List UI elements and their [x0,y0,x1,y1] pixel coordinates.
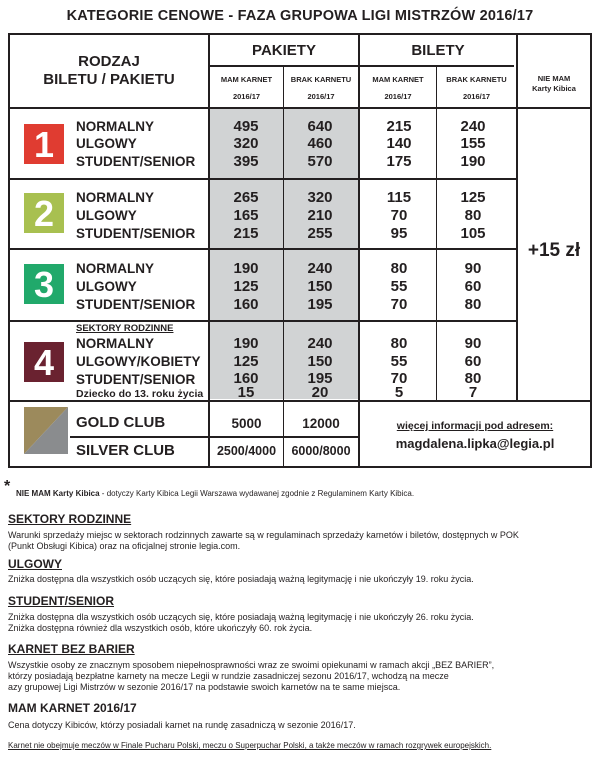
category-2-badge: 2 [24,193,64,233]
cat1-row3-label: STUDENT/SENIOR [76,154,196,169]
footnote [16,489,414,498]
cat4-row2-val1: 125 [233,353,259,370]
cat3-row2-val2: 150 [307,278,333,295]
cat2-row1-val2: 320 [307,189,333,206]
section-bez-barier-line1: Wszystkie osoby ze znacznym sposobem niepełnosprawności wraz ze swoimi opiekunami w ramach akcji „BEZ BARIER”, [8,660,495,670]
gold-club-val1: 5000 [231,416,262,431]
cat1-row1-label: NORMALNY [76,119,154,134]
cat3-row1-val1: 190 [233,260,259,277]
gold-club-val2: 12000 [302,416,340,431]
cat1-row1-val3: 215 [386,118,412,135]
cat1-row2-label: ULGOWY [76,136,137,151]
cat3-row3-label: STUDENT/SENIOR [76,297,196,312]
cat4-row2-val3: 55 [390,353,408,370]
cat2-row1-val4: 125 [460,189,486,206]
info-label: więcej informacji pod adresem: [396,420,554,432]
cat1-row1-val2: 640 [307,118,333,135]
cat4-row2-val4: 60 [464,353,482,370]
cat2-row2-val3: 70 [390,207,408,224]
cat1-row1-val4: 240 [460,118,486,135]
cat4-row3-val3: 70 [390,370,408,387]
header-pakiety-mam-karnet: MAM KARNET [220,75,273,84]
silver-club-val2: 6000/8000 [291,444,351,458]
cat1-row3-val2: 570 [307,153,333,170]
silver-club-val1: 2500/4000 [216,444,277,458]
contact-email[interactable]: magdalena.lipka@legia.pl [395,436,555,451]
header-divider [208,65,514,67]
section-ulgowy-line1: Zniżka dostępna dla wszystkich osób uczących się, które posiadają ważną legitymację i nie ukończyły 19. roku życia. [8,574,474,584]
club-badge [24,407,68,454]
header-nie-mam-line1: NIE MAM [537,74,571,83]
cat4-row2-val2: 150 [307,353,333,370]
cat2-row1-val3: 115 [386,189,412,206]
cat2-row1-val1: 265 [233,189,259,206]
cat4-row1-label: NORMALNY [76,336,154,351]
header-bilety-brak-karnetu: BRAK KARNETU [446,75,507,84]
col-divider-bilety-inner [436,66,437,400]
cat1-row1-val1: 495 [233,118,259,135]
cat3-row2-label: ULGOWY [76,279,137,294]
cat4-row4-val2: 20 [311,384,329,401]
header-pakiety-season-2: 2016/17 [307,92,335,101]
cat1-row3-val3: 175 [386,153,412,170]
section-mam-karnet-title: MAM KARNET 2016/17 [8,701,137,715]
footnote-term: NIE MAM Karty Kibica [16,489,100,498]
silver-club-label: SILVER CLUB [76,442,175,459]
cat1-row2-val2: 460 [307,135,333,152]
cat3-row1-val2: 240 [307,260,333,277]
section-sektory-title: SEKTORY RODZINNE [8,512,132,526]
cat4-row3-val1: 160 [233,370,259,387]
cat1-row3-val4: 190 [460,153,486,170]
header-bilety-mam-karnet: MAM KARNET [372,75,424,84]
cat3-row3-val4: 80 [464,296,482,313]
table-left-border [8,33,10,468]
col-divider-pakiety [283,66,284,436]
cat2-row3-val3: 95 [390,225,408,242]
final-note: Karnet nie obejmuje meczów w Finale Pucharu Polski, meczu o Superpuchar Polski, a także meczów w ramach rozgrywek europejskich. [8,741,492,750]
gold-club-label: GOLD CLUB [76,414,166,431]
category-4-badge: 4 [24,342,64,382]
footnote-star: * [4,478,11,495]
section-ulgowy-title: ULGOWY [8,557,62,571]
cat4-row4-val3: 5 [394,384,404,401]
cat4-row3-val2: 195 [307,370,333,387]
row-divider-3 [8,320,518,322]
section-sektory-line2: (Punkt Obsługi Kibica) oraz na oficjalnej stronie legia.com. [8,541,241,551]
page-title: KATEGORIE CENOWE - FAZA GRUPOWA LIGI MISTRZÓW 2016/17 [66,8,534,24]
table-bottom-border [8,466,592,468]
header-type-line1: RODZAJ [78,53,140,70]
cat4-row1-val1: 190 [233,335,259,352]
cat4-subtitle: SEKTORY RODZINNE [76,323,174,334]
header-bilety-season-2: 2016/17 [462,92,491,101]
section-student-title: STUDENT/SENIOR [8,594,115,608]
cat2-row3-label: STUDENT/SENIOR [76,226,196,241]
cat1-row2-val4: 155 [460,135,486,152]
section-bez-barier-line3: azy grupowej Ligi Mistrzów w sezonie 2016/17 na podstawie swoich karnetów na te same miejsca. [8,682,401,692]
cat2-row2-val2: 210 [307,207,333,224]
header-bilety: BILETY [411,42,465,59]
cat4-row1-val3: 80 [390,335,408,352]
category-1-badge: 1 [24,124,64,164]
header-bilety-season-1: 2016/17 [384,92,412,101]
header-pakiety-season-1: 2016/17 [232,92,261,101]
cat1-row2-val3: 140 [386,135,412,152]
row-divider-1 [8,178,518,180]
footnote-text: - dotyczy Karty Kibica Legii Warszawa wydawanej zgodnie z Regulaminem Karty Kibica. [99,489,415,498]
cat2-row2-label: ULGOWY [76,208,137,223]
header-nie-mam-line2: Karty Kibica [532,84,576,93]
section-student-line1: Zniżka dostępna dla wszystkich osób uczących się, które posiadają ważną legitymację i nie ukończyły 26. roku życia. [8,612,474,622]
row-divider-2 [8,248,518,250]
surcharge-label: +15 zł [527,240,581,261]
cat4-row4-val1: 15 [237,384,255,401]
cat4-row1-val4: 90 [464,335,482,352]
cat4-row4-val4: 7 [468,384,478,401]
cat2-row3-val4: 105 [460,225,486,242]
header-type-line2: BILETU / PAKIETU [43,71,175,88]
cat2-row1-label: NORMALNY [76,190,154,205]
section-mam-karnet-line1: Cena dotyczy Kibiców, którzy posiadali karnet na rundę zasadniczą w sezonie 2016/17. [8,720,356,730]
section-bez-barier-title: KARNET BEZ BARIER [8,642,135,656]
section-student-line2: Zniżka dostępna również dla wszystkich osób, które ukończyły 60. rok życia. [8,623,313,633]
category-3-badge: 3 [24,264,64,304]
table-right-border [590,33,592,468]
table-top-border [8,33,592,35]
section-bez-barier-line2: którzy posiadają bezpłatne karnety na mecze Legii w rundzie zasadniczej sezonu 2016/17, wchodzą na mecze [8,671,449,681]
cat3-row1-val3: 80 [390,260,408,277]
cat3-row2-val4: 60 [464,278,482,295]
cat4-row1-val2: 240 [307,335,333,352]
cat4-row2-label: ULGOWY/KOBIETY [76,354,201,369]
header-pakiety-brak-karnetu: BRAK KARNETU [290,75,352,84]
cat3-row3-val2: 195 [307,296,333,313]
club-divider [70,436,358,438]
section-sektory-line1: Warunki sprzedaży miejsc w sektorach rodzinnych zawarte są w regulaminach sprzedaży karnetów i biletów, dostępnych w POK [8,530,519,540]
cat4-row3-val4: 80 [464,370,482,387]
cat3-row3-val1: 160 [233,296,259,313]
cat3-row1-val4: 90 [464,260,482,277]
cat4-row3-label: STUDENT/SENIOR [76,372,196,387]
cat2-row2-val4: 80 [464,207,482,224]
cat1-row2-val1: 320 [233,135,259,152]
cat3-row1-label: NORMALNY [76,261,154,276]
header-bottom-border [8,107,592,109]
header-pakiety: PAKIETY [252,42,316,59]
cat1-row3-val1: 395 [233,153,259,170]
cat2-row3-val2: 255 [307,225,333,242]
cat2-row2-val1: 165 [233,207,259,224]
cat3-row2-val3: 55 [390,278,408,295]
cat3-row2-val1: 125 [233,278,259,295]
cat4-row4-label: Dziecko do 13. roku życia [76,388,204,400]
cat3-row3-val3: 70 [390,296,408,313]
cat2-row3-val1: 215 [233,225,259,242]
